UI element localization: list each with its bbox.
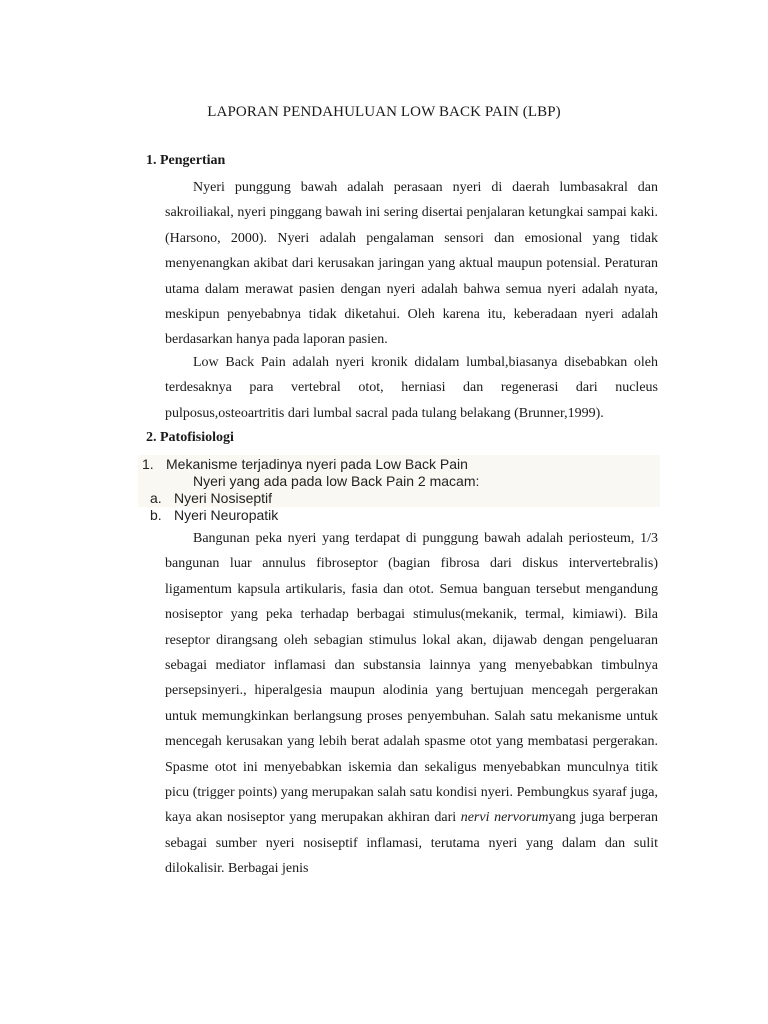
italic-term-nervi-nervorum: nervi nervorum: [460, 810, 549, 826]
list-item-text: Nyeri Nosiseptif: [174, 490, 273, 506]
paragraph-pengertian-1: Nyeri punggung bawah adalah perasaan nyeri di daerah lumbasakral dan sakroiliakal, nyeri pinggang bawah ini sering disertai penjalaran ketungkai sampai kaki. (Harsono, 2000). Nyeri adalah pengalaman sensori dan emosional yang tidak menyenangkan akibat dari kerusakan jaringan yang aktual maupun potensial. Peraturan utama dalam merawat pasien dengan nyeri adalah bahwa semua nyeri adalah nyata, meskipun penyebabnya tidak diketahui. Oleh karena itu, keberadaan nyeri adalah berdasarkan hanya pada laporan pasien.: [165, 180, 658, 348]
list-letter: a.: [150, 490, 162, 506]
list-number: 1.: [142, 456, 154, 472]
paragraph-text-part2: yang juga berperan sebagai sumber nyeri nosiseptif inflamasi, terutama nyeri yang dalam dan sulit dilokalisir. Berbagai jenis: [165, 810, 658, 877]
list-item-text: Mekanisme terjadinya nyeri pada Low Back Pain: [166, 456, 468, 472]
list-item-mekanisme: [142, 455, 468, 473]
document-title: LAPORAN PENDAHULUAN LOW BACK PAIN (LBP): [207, 104, 561, 120]
list-letter: b.: [150, 507, 162, 523]
paragraph-patofisiologi: [165, 526, 658, 882]
list-subtitle: Nyeri yang ada pada low Back Pain 2 macam:: [193, 473, 480, 489]
section-heading-pengertian: 1. Pengertian: [146, 153, 226, 168]
list-item-text: Nyeri Neuropatik: [174, 507, 279, 523]
paragraph-pengertian-2: Low Back Pain adalah nyeri kronik didalam lumbal,biasanya disebabkan oleh terdesaknya para vertebral otot, herniasi dan regenerasi dari nucleus pulposus,osteoartritis dari lumbal sacral pada tulang belakang (Brunner,1999).: [165, 355, 658, 421]
paragraph-text-part1: Bangunan peka nyeri yang terdapat di punggung bawah adalah periosteum, 1/3 bangunan luar annulus fibroseptor (bagian fibrosa dari diskus intervertebralis) ligamentum kapsula artikularis, fasia dan otot. Semua banguan tersebut mengandung nosiseptor yang peka terhadap berbagai stimulus(mekanik, termal, kimiawi). Bila reseptor dirangsang oleh sebagian stimulus lokal akan, dijawab dengan pengeluaran sebagai mediator inflamasi dan substansia lainnya yang menyebabkan timbulnya persepsinyeri., hiperalgesia maupun alodinia yang bertujuan mencegah pergerakan untuk memungkinkan berlangsung proses penyembuhan. Salah satu mekanisme untuk mencegah kerusakan yang lebih berat adalah spasme otot yang membatasi pergerakan. Spasme otot ini menyebabkan iskemia dan sekaligus menyebabkan munculnya titik picu (trigger points) yang merupakan salah satu kondisi nyeri. Pembungkus syaraf juga, kaya akan nosiseptor yang merupakan akhiran dari: [165, 531, 658, 826]
list-item-nosiseptif: [150, 489, 272, 507]
list-item-neuropatik: [150, 506, 278, 524]
section-heading-patofisiologi: 2. Patofisiologi: [146, 430, 234, 445]
